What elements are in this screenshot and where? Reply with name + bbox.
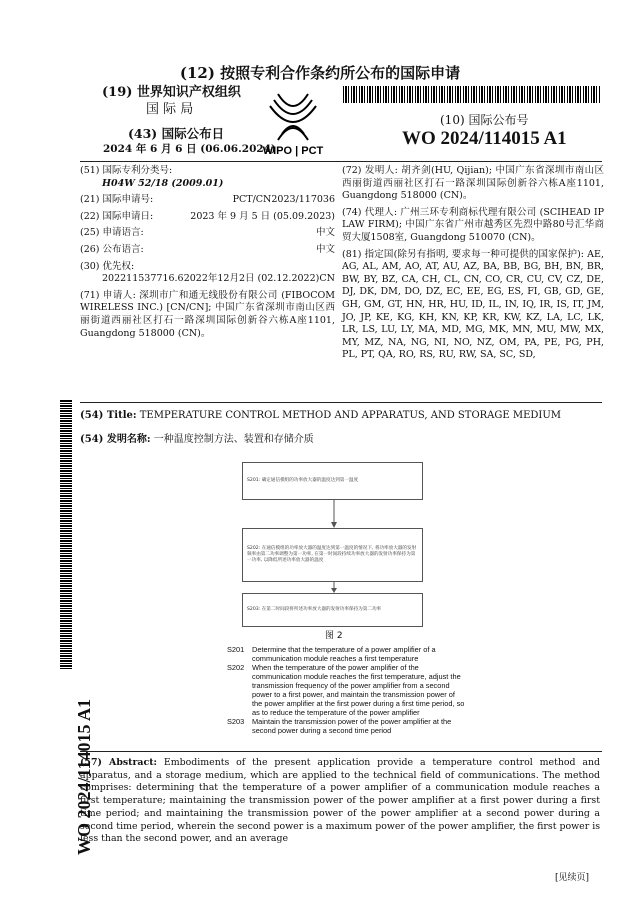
title-en — [80, 410, 561, 421]
abstract-text: Embodiments of the present application provide a temperature control method and apparatus, and a storage medium, which are applied to the technical field of communications. The method comprises: determining that the temperature of a power amplifier of a communication module reaches a first temperature; maintaining the transmission power of the power amplifier at a first power during a first time period; and maintaining the transmission power of the power amplifier at a second power during a second time period, wherein the second power is a maximum power of the power amplifier, the first power is less than the second power, and an average — [80, 757, 600, 845]
legend-step-id: S201 — [227, 645, 245, 654]
flow-arrow-2 — [330, 582, 338, 593]
legend-step-id: S202 — [227, 663, 245, 672]
priority-number: 202211537716.6 — [102, 273, 184, 285]
issuing-office — [102, 84, 241, 118]
flow-arrow-1 — [330, 500, 338, 528]
header-divider — [80, 161, 602, 162]
legend-step — [227, 717, 467, 735]
filing-lang-value: 中文 — [315, 227, 335, 239]
logo-text: WIPO | PCT — [262, 145, 324, 157]
figure-legend — [227, 645, 467, 735]
priority-date: 2022年12月2日 (02.12.2022) — [183, 273, 320, 285]
see-next-page: [见续页] — [555, 873, 590, 883]
filing-date-label: (22) 国际申请日: — [80, 210, 154, 222]
designated-states-label: (81) 指定国(除另有指明, 要求每一种可提供的国家保护): — [342, 248, 584, 260]
legend-step-text: Maintain the transmission power of the power amplifier at the second power during a second time period — [252, 717, 452, 735]
flow-step-s203: S203: 在第二时间段将所述功率放大器的发射功率保持为第二功率 — [242, 593, 423, 627]
bibliographic-left — [80, 165, 335, 344]
agent-label: (74) 代理人: — [342, 206, 398, 218]
app-no-label: (21) 国际申请号: — [80, 194, 154, 206]
document-title: (12) 按照专利合作条约所公布的国际申请 — [179, 64, 461, 82]
abstract-divider — [80, 751, 602, 752]
side-barcode — [60, 399, 72, 669]
title-zh-value: 一种温度控制方法、装置和存储介质 — [153, 434, 314, 445]
header-barcode — [343, 86, 601, 103]
designated-states-list: AE, AG, AL, AM, AO, AT, AU, AZ, BA, BB, BG, BH, BN, BR, BW, BY, BZ, CA, CH, CL, CN, CO, CR, CU, CV, CZ, DE, DJ, DK, DM, DO, DZ, EC, EE, EG, ES, FI, GB, GD, GE, GH, GM, GT, HN, HR, HU, ID, IL, IN, IQ, IR, IS, IT, JM, JO, JP, KE, KG, KH, KN, KP, KR, KW, KZ, LA, LC, LK, LR, LS, LU, LY, MA, MD, MG, MK, MN, MU, MW, MX, MY, MZ, NA, NG, NI, NO, NZ, OM, PA, PE, PG, PH, PL, PT, QA, RO, RS, RU, RW, SA, SC, SD, — [342, 248, 604, 361]
legend-step-text: When the temperature of the power amplifier of the communication module reaches the first temperature, adjust the transmission frequency of the power amplifier from a second power to a first power, and maintain the transmission power of the power amplifier at the first power during a first time period, so as to reduce the temperature of the power amplifier — [252, 663, 465, 717]
legend-step-text: Determine that the temperature of a power amplifier of a communication module reaches a first temperature — [252, 645, 436, 663]
priority-country: CN — [319, 273, 335, 285]
pub-lang-label: (26) 公布语言: — [80, 243, 144, 255]
priority-label: (30) 优先权: — [80, 260, 135, 272]
title-zh — [80, 430, 314, 445]
pub-date: 2024 年 6 月 6 日 (06.06.2024) — [103, 143, 276, 155]
title-en-label: (54) Title: — [80, 410, 137, 421]
abstract — [80, 757, 600, 846]
bibliographic-right — [342, 165, 604, 366]
inventor-text: 胡齐剑(HU, Qijian); 中国广东省深圳市南山区西丽街道西丽社区打石一路深圳国际创新谷六栋A座1101, Guangdong 518000 (CN)。 — [342, 165, 605, 202]
filing-lang-label: (25) 申请语言: — [80, 227, 144, 239]
legend-step — [227, 663, 467, 717]
filing-date-value: 2023 年 9 月 5 日 (05.09.2023) — [190, 210, 335, 222]
applicant-text: 深圳市广和通无线股份有限公司 (FIBOCOM WIRELESS INC.) [CN/CN]; 中国广东省深圳市南山区西丽街道西丽社区打石一路深圳国际创新谷六栋A座1101, Guangdong 518000 (CN)。 — [80, 289, 335, 339]
figure-caption: 图 2 — [325, 631, 343, 641]
legend-step-id: S203 — [227, 717, 245, 726]
inventor-label: (72) 发明人: — [342, 165, 398, 176]
flow-step-s201: S201: 确定通信模组的功率放大器的温度达到第一温度 — [242, 462, 423, 500]
wipo-logo — [254, 88, 332, 158]
flow-step-s202: S202: 在通信模组的功率放大器的温度达到第一温度的情况下, 将功率放大器的发射频率由第二功率调整为第一功率, 在第一时间段持续功率放大器的发射功率保持为第一功率, 以降低所述功率放大器的温度 — [242, 528, 423, 582]
pub-lang-value: 中文 — [315, 243, 335, 255]
legend-step — [227, 645, 467, 663]
org-name: (19) 世界知识产权组织 — [102, 85, 241, 100]
org-sub: 国 际 局 — [146, 102, 194, 117]
ipc-value: H04W 52/18 (2009.01) — [102, 177, 224, 189]
abstract-label: (57) Abstract: — [80, 757, 158, 768]
app-no-value: PCT/CN2023/117036 — [232, 194, 335, 206]
flowchart-figure — [242, 462, 614, 632]
pub-date-label: (43) 国际公布日 — [128, 126, 225, 141]
meta-divider — [80, 402, 602, 403]
applicant-label: (71) 申请人: — [80, 289, 136, 301]
side-pub-number: WO 2024/114015 A1 — [74, 698, 94, 855]
pub-number: WO 2024/114015 A1 — [402, 128, 567, 149]
title-en-value: TEMPERATURE CONTROL METHOD AND APPARATUS, AND STORAGE MEDIUM — [139, 410, 562, 421]
agent-text: 广州三环专利商标代理有限公司 (SCIHEAD IP LAW FIRM); 中国广东省广州市越秀区先烈中路80号汇华商贸大厦1508室, Guangdong 510070 (CN)。 — [342, 206, 604, 243]
title-zh-label: (54) 发明名称: — [80, 434, 151, 445]
pub-no-label: (10) 国际公布号 — [440, 113, 529, 127]
ipc-label: (51) 国际专利分类号: — [80, 165, 173, 176]
